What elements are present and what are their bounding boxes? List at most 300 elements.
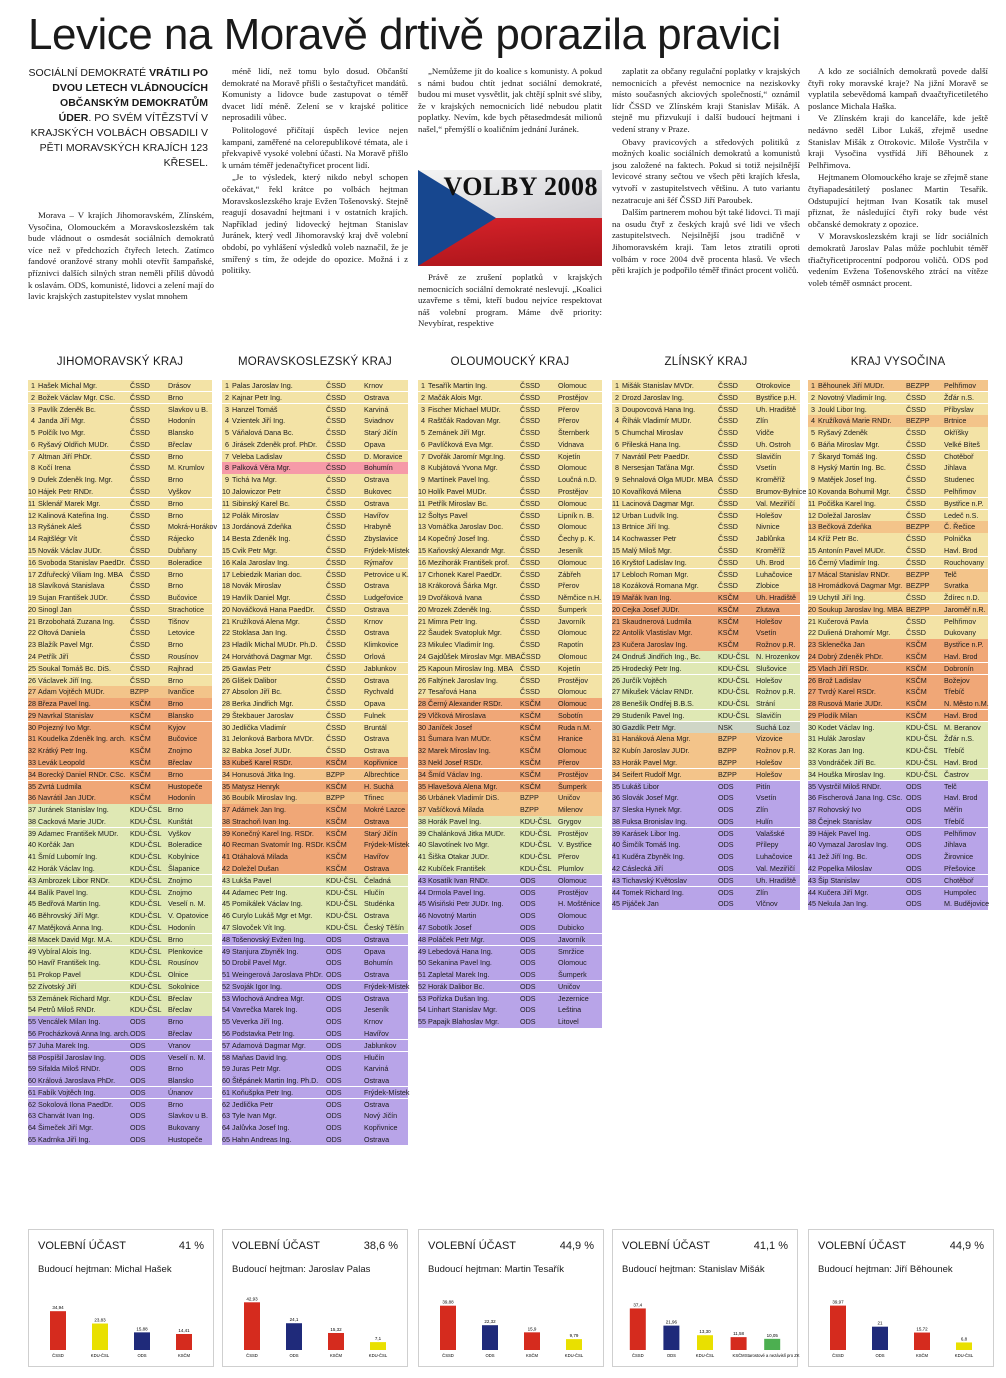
party: ODS (326, 981, 342, 991)
row-number: 11 (418, 498, 426, 508)
party: ČSSD (326, 722, 346, 732)
candidate-name: Jirásek Zdeněk prof. PhDr. (232, 439, 318, 449)
candidate-name: Kajnar Petr Ing. (232, 392, 282, 402)
place: Otrokovice (756, 381, 791, 390)
place: Blansko (168, 1076, 194, 1086)
table-row (418, 427, 602, 438)
party: KDU-ČSL (520, 828, 552, 838)
candidate-name: Strachoň Ivan Ing. (232, 816, 291, 826)
row-number: 30 (808, 722, 816, 732)
table-row (808, 580, 988, 591)
party: ČSSD (326, 687, 346, 697)
party: ČSSD (718, 404, 738, 414)
table-row (222, 1134, 408, 1145)
table-row (612, 569, 800, 580)
candidate-name: Brož Ladislav (818, 675, 862, 685)
place: Kobylnice (168, 852, 200, 862)
candidate-name: Stoklasa Jan Ing. (232, 628, 288, 638)
place: Pelhřimov (944, 381, 976, 390)
candidate-name: Zapletal Marek Ing. (428, 970, 490, 980)
row-number: 17 (808, 569, 816, 579)
place: Znojmo (168, 746, 192, 756)
candidate-name: Balík Pavel Ing. (38, 887, 88, 897)
place: H. Moštěnice (558, 899, 600, 909)
candidate-name: Horváthová Dagmar Mgr. (232, 651, 313, 661)
table-row (28, 639, 212, 650)
bar-party-label: ČSSD (442, 1353, 454, 1358)
place: Znojmo (168, 887, 192, 897)
row-number: 45 (612, 899, 620, 909)
row-number: 9 (421, 475, 425, 485)
table-row (808, 604, 988, 615)
party: ČSSD (326, 746, 346, 756)
row-number: 17 (222, 569, 230, 579)
place: Opava (364, 699, 386, 709)
table-row (222, 651, 408, 662)
table-row (418, 875, 602, 886)
row-number: 5 (615, 428, 619, 438)
party: ODS (130, 1099, 146, 1109)
candidate-name: Soukal Tomáš Bc. DiS. (38, 663, 111, 673)
row-number: 15 (808, 545, 816, 555)
party: ČSSD (130, 545, 150, 555)
row-number: 13 (418, 522, 426, 532)
party: BZPP (520, 805, 539, 815)
candidate-name: Urbánek Vladimír DiS. (428, 793, 500, 803)
candidate-name: Babka Josef JUDr. (232, 746, 292, 756)
bar-value-label: 9,79 (569, 1333, 579, 1339)
row-number: 7 (615, 451, 619, 461)
place: Olomouc (558, 381, 587, 390)
place: Val. Meziříčí (756, 864, 796, 874)
result-bar (764, 1339, 780, 1350)
row-number: 16 (808, 557, 816, 567)
place: Kojetín (558, 663, 581, 673)
party: ODS (326, 1135, 342, 1144)
row-number: 54 (222, 1005, 230, 1015)
row-number: 43 (222, 875, 230, 885)
place: Boleradice (168, 840, 202, 850)
place: Rožnov p.R. (756, 687, 796, 697)
turnout-label: VOLEBNÍ ÚČAST (622, 1240, 711, 1252)
party: ODS (326, 1087, 342, 1097)
place: Bohumín (364, 463, 393, 473)
place: V. Opatovice (168, 911, 209, 921)
candidate-name: Novák Miroslav (232, 581, 282, 591)
candidate-name: Hulák Jaroslav (818, 734, 866, 744)
table-row (418, 415, 602, 426)
candidate-name: Říhák Vladimír MUDr. (622, 416, 692, 426)
place: Břeclav (168, 1005, 192, 1015)
result-bar (524, 1332, 540, 1350)
party: ČSSD (718, 510, 738, 520)
table-row (28, 698, 212, 709)
candidate-name: Tesařík Martin Ing. (428, 381, 488, 390)
party: KSČM (130, 769, 151, 779)
row-number: 34 (222, 769, 230, 779)
party: ČSSD (520, 451, 540, 461)
place: Boleradice (168, 557, 202, 567)
candidate-name: Joukl Libor Ing. (818, 404, 867, 414)
place: Brno (168, 498, 184, 508)
table-row (612, 392, 800, 403)
party: KDU-ČSL (326, 899, 358, 909)
party: ODS (906, 816, 922, 826)
place: Jeseník (364, 1005, 389, 1015)
candidate-name: Blažík Pavel Mgr. (38, 640, 94, 650)
party: ČSSD (520, 675, 540, 685)
place: Dobronín (944, 663, 974, 673)
row-number: 29 (418, 710, 426, 720)
party: ČSSD (326, 475, 346, 485)
row-number: 16 (28, 557, 36, 567)
row-number: 27 (808, 687, 816, 697)
table-row (222, 427, 408, 438)
table-row (222, 1075, 408, 1086)
party: KDU-ČSL (130, 911, 162, 921)
row-number: 33 (808, 758, 816, 767)
place: Brno (168, 769, 184, 779)
place: Rychvald (364, 687, 394, 697)
place: Brno (168, 640, 184, 650)
party: ČSSD (326, 428, 346, 438)
row-number: 7 (31, 451, 35, 461)
table-row (808, 639, 988, 650)
row-number: 33 (28, 758, 36, 767)
row-number: 29 (28, 710, 36, 720)
result-bar (731, 1337, 747, 1350)
candidate-name: Brtnice Jiří Ing. (622, 522, 670, 532)
candidate-name: Sehnalová Olga MUDr. MBA (622, 475, 714, 485)
party: KDU-ČSL (520, 840, 552, 850)
table-row (612, 462, 800, 473)
party: ČSSD (718, 416, 738, 426)
row-number: 41 (222, 852, 230, 862)
candidate-name: Sinogl Jan (38, 604, 72, 614)
candidate-name: Drozd Jaroslav Ing. (622, 392, 684, 402)
place: Rapotín (558, 640, 584, 650)
place: Suchá Loz (756, 722, 790, 732)
party: ČSSD (520, 463, 540, 473)
place: Ostrava (364, 746, 390, 756)
party: ČSSD (520, 510, 540, 520)
row-number: 49 (418, 946, 426, 956)
party: ODS (326, 1123, 342, 1133)
candidate-name: Mácal Stanislav RNDr. (818, 569, 890, 579)
row-number: 39 (28, 828, 36, 838)
table-row (28, 686, 212, 697)
party: ČSSD (718, 487, 738, 497)
row-number: 41 (612, 852, 620, 862)
results-chart (37, 1278, 205, 1362)
party: ČSSD (326, 710, 346, 720)
table-row (612, 757, 800, 768)
row-number: 41 (28, 852, 36, 862)
table-row (28, 592, 212, 603)
party: KDU-ČSL (520, 852, 552, 862)
row-number: 14 (418, 534, 426, 544)
party: KSČM (906, 710, 927, 720)
party: ČSSD (520, 416, 540, 426)
place: Olomouc (558, 687, 587, 697)
candidate-name: Wisiňski Petr JUDr. Ing. (428, 899, 504, 909)
row-number: 5 (31, 428, 35, 438)
row-number: 40 (222, 840, 230, 850)
place: Vidče (756, 428, 774, 438)
table-row (612, 380, 800, 391)
place: Kopřivnice (364, 758, 398, 767)
row-number: 2 (225, 392, 229, 402)
row-number: 33 (222, 758, 230, 767)
candidate-name: Tesařová Hana (428, 687, 477, 697)
table-row (612, 521, 800, 532)
place: Veselí n. M. (168, 1052, 206, 1062)
table-row (28, 439, 212, 450)
row-number: 5 (225, 428, 229, 438)
row-number: 17 (28, 569, 36, 579)
place: Leština (558, 1005, 582, 1015)
table-row (28, 710, 212, 721)
table-row (28, 957, 212, 968)
turnout-label: VOLEBNÍ ÚČAST (818, 1240, 907, 1252)
region-title: KRAJ VYSOČINA (850, 356, 946, 368)
party: KDU-ČSL (130, 981, 162, 991)
party: KDU-ČSL (718, 675, 750, 685)
article-paragraph: „Je to výsledek, který nikdo nebyl schopen očekávat,“ řekl krátce po volbách hejtman Moravskoslezského kraje Evžen Tošenovský. Stejně reagují dosavadní hejtmani i v ostatních krajích. Například jediný lidovecký hejtman Stanislav Juránek, který vedl Jihomoravský kraj dvě volební období, po vyhlášení výsledků voleb naznačil, že je smířený s tím, že odejde do opozice. Možná i z politiky. (222, 172, 408, 276)
candidate-name: Šmíd Lubomír Ing. (38, 852, 98, 862)
table-row (28, 533, 212, 544)
row-number: 24 (222, 651, 230, 661)
place: Telč (944, 569, 957, 579)
party: ODS (718, 828, 734, 838)
place: Dukovany (944, 628, 976, 638)
row-number: 14 (28, 534, 36, 544)
table-row (418, 969, 602, 980)
candidate-name: Fuksa Bronislav Ing. (622, 816, 688, 826)
party: KSČM (326, 852, 347, 862)
table-row (418, 533, 602, 544)
row-number: 27 (28, 687, 36, 697)
place: Veselí n. M. (168, 899, 206, 909)
candidate-name: Nekl Josef RSDr. (428, 758, 483, 767)
place: Brtnice (944, 416, 967, 426)
place: Slušovice (756, 663, 787, 673)
row-number: 25 (808, 663, 816, 673)
row-number: 2 (421, 392, 425, 402)
candidate-name: Báňa Miroslav Mgr. (818, 439, 880, 449)
table-row (808, 462, 988, 473)
candidate-name: Jordánová Zdeňka (232, 522, 292, 532)
table-row (222, 451, 408, 462)
candidate-name: Mařák Ivan Ing. (622, 593, 672, 603)
candidate-name: Brzobohatá Zuzana Ing. (38, 616, 115, 626)
region-list (222, 380, 408, 1146)
row-number: 56 (28, 1028, 36, 1038)
party: ČSSD (130, 651, 150, 661)
row-number: 59 (222, 1064, 230, 1074)
turnout-box (28, 1229, 214, 1367)
party: ČSSD (130, 581, 150, 591)
table-row (28, 887, 212, 898)
table-row (222, 1040, 408, 1051)
row-number: 32 (28, 746, 36, 756)
candidate-name: Faltýnek Jaroslav Ing. (428, 675, 498, 685)
place: Zlín (756, 887, 768, 897)
table-row (808, 745, 988, 756)
candidate-name: Škaryd Tomáš Ing. (818, 451, 878, 461)
place: Olomouc (558, 875, 587, 885)
place: Hulín (756, 816, 773, 826)
row-number: 43 (28, 875, 36, 885)
candidate-name: Stanjura Zbyněk Ing. (232, 946, 299, 956)
article-paragraph: méně lidí, než tomu bylo dosud. Občanští demokraté na Moravě přišli o šestačtyřicet mandátů. Komunisty a lidovce bude zastupovat o téměř dvacet lidí méně. Zelení se v krajské politice neprosadili vůbec. (222, 66, 408, 123)
region-list (418, 380, 602, 1028)
table-row (222, 757, 408, 768)
row-number: 10 (612, 487, 620, 497)
table-row (808, 439, 988, 450)
place: Studénka (364, 899, 395, 909)
table-row (808, 875, 988, 886)
place: Hodonín (168, 416, 196, 426)
table-row (808, 863, 988, 874)
result-bar (830, 1306, 846, 1350)
table-row (612, 592, 800, 603)
place: Ostrava (364, 911, 390, 921)
table-row (418, 957, 602, 968)
candidate-name: Šiška Otakar JUDr. (428, 852, 490, 862)
party: KSČM (718, 640, 739, 650)
place: Prostějov (558, 487, 588, 497)
party: ČSSD (520, 522, 540, 532)
place: Brno (168, 675, 184, 685)
article-paragraph: Obavy pravicových a středových politiků z možných koalic sociálních demokratů a komunistů jsou založené na faktech. Pokud si totiž nejsilnější levicové strany sečtou ve všech pěti krajích křesla, vytvoří v zastupitelstvech většinu. A tuto variantu nezatracuje ani šéf ČSSD Jiří Paroubek. (612, 136, 800, 205)
row-number: 15 (418, 545, 426, 555)
table-row (418, 474, 602, 485)
candidate-name: Cejka Josef JUDr. (622, 604, 680, 614)
result-bar (914, 1333, 930, 1350)
place: Orlová (364, 651, 386, 661)
row-number: 6 (421, 439, 425, 449)
party: ODS (718, 781, 734, 791)
candidate-name: Adam Vojtěch MUDr. (38, 687, 105, 697)
party: ČSSD (326, 487, 346, 497)
row-number: 26 (28, 675, 36, 685)
turnout-value: 41,1 % (753, 1240, 788, 1252)
table-row (222, 887, 408, 898)
table-row (612, 510, 800, 521)
candidate-name: Cáslecká Jiří (622, 864, 664, 874)
row-number: 12 (28, 510, 36, 520)
candidate-name: Petrů Miloš RNDr. (38, 1005, 96, 1015)
party: ČSSD (326, 404, 346, 414)
row-number: 11 (612, 498, 620, 508)
row-number: 16 (222, 557, 230, 567)
party: ČSSD (718, 428, 738, 438)
candidate-name: Navrátil Petr PaedDr. (622, 451, 690, 461)
future-governor: Budoucí hejtman: Martin Tesařík (428, 1264, 565, 1275)
party: ČSSD (718, 557, 738, 567)
row-number: 11 (222, 498, 230, 508)
candidate-name: Matysz Henryk (232, 781, 280, 791)
party: KSČM (326, 758, 347, 767)
party: ODS (130, 1064, 146, 1074)
candidate-name: Antonín Pavel MUDr. (818, 545, 886, 555)
row-number: 55 (418, 1017, 426, 1027)
row-number: 28 (418, 699, 426, 709)
table-row (612, 663, 800, 674)
table-row (612, 828, 800, 839)
row-number: 11 (808, 498, 816, 508)
party: ODS (130, 1017, 146, 1027)
place: Jablunkov (364, 1040, 397, 1050)
row-number: 42 (808, 864, 816, 874)
place: Nový Jičín (364, 1111, 398, 1121)
place: Olomouc (558, 651, 588, 661)
table-row (612, 792, 800, 803)
table-row (28, 1052, 212, 1063)
table-row (808, 616, 988, 627)
place: Dubňany (168, 545, 197, 555)
table-row (28, 863, 212, 874)
candidate-name: Popelka Miloslav (818, 864, 872, 874)
party: BEZPP (906, 381, 930, 390)
candidate-name: Tošenovský Evžen Ing. (232, 934, 306, 944)
candidate-name: Pořízka Dušan Ing. (428, 993, 490, 1003)
row-number: 46 (28, 911, 36, 921)
party: ČSSD (906, 534, 926, 544)
row-number: 49 (222, 946, 230, 956)
place: Val. Meziříčí (756, 498, 796, 508)
table-row (612, 474, 800, 485)
table-row (418, 639, 602, 650)
party: KSČM (906, 699, 927, 709)
row-number: 40 (418, 840, 426, 850)
party: ČSSD (906, 628, 926, 638)
party: KSČM (326, 781, 347, 791)
candidate-name: Adamová Dagmar Mgr. (232, 1040, 306, 1050)
candidate-name: Pospíšil Jaroslav Ing. (38, 1052, 106, 1062)
place: Ždírec n.D. (944, 593, 980, 603)
party: ODS (718, 805, 734, 815)
candidate-name: Prokop Pavel (38, 970, 81, 980)
table-row (418, 839, 602, 850)
bar-party-label: KDU-ČSL (564, 1353, 584, 1358)
table-row (28, 934, 212, 945)
row-number: 12 (222, 510, 230, 520)
table-row (418, 698, 602, 709)
party: ODS (520, 887, 536, 897)
table-row (612, 839, 800, 850)
bar-value-label: 15,72 (916, 1326, 928, 1332)
row-number: 4 (811, 416, 815, 426)
party: ČSSD (520, 404, 540, 414)
party: ČSSD (130, 416, 150, 426)
candidate-name: Polák Miroslav (232, 510, 279, 520)
row-number: 52 (28, 981, 36, 991)
place: Olomouc (558, 628, 587, 638)
place: Vsetín (756, 793, 777, 803)
table-row (222, 898, 408, 909)
row-number: 57 (28, 1040, 36, 1050)
row-number: 13 (808, 522, 816, 532)
candidate-name: Kosatík Ivan RNDr. (428, 875, 490, 885)
row-number: 52 (418, 981, 426, 991)
table-row (222, 804, 408, 815)
candidate-name: Rajtšlégr Vít (38, 534, 78, 544)
row-number: 37 (612, 805, 620, 815)
candidate-name: Zemánek Richard Mgr. (38, 993, 111, 1003)
row-number: 20 (222, 604, 230, 614)
